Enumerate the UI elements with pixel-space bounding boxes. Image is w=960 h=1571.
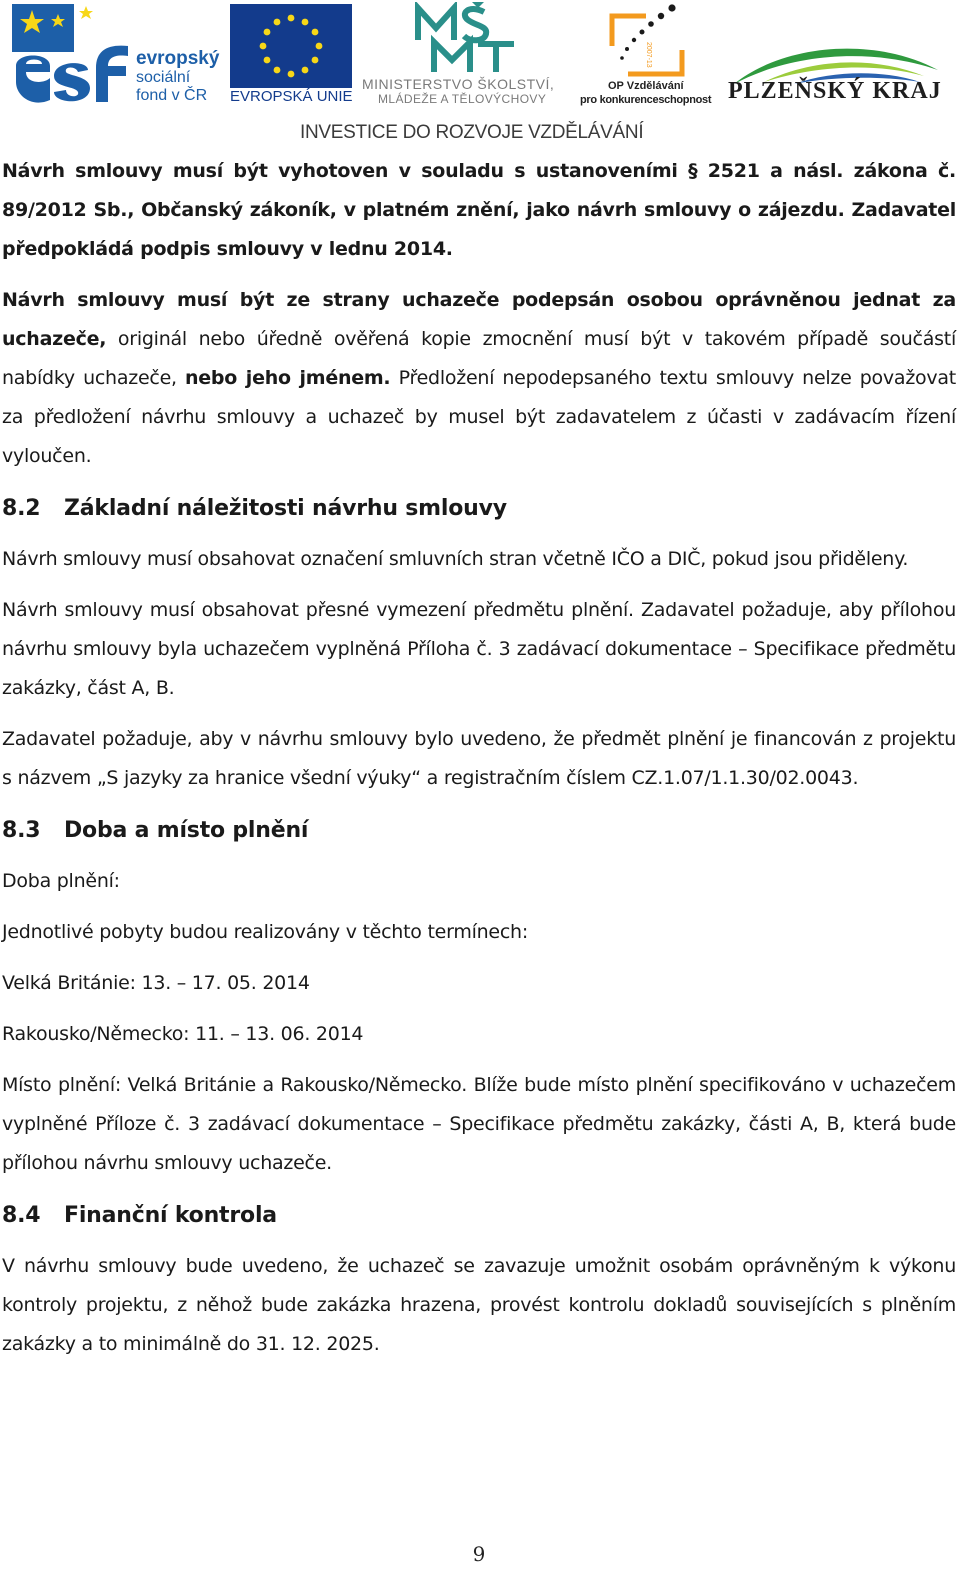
section-number: 8.4 <box>2 1203 41 1228</box>
esf-word-3: fond v ČR <box>136 87 208 104</box>
paragraph-terms-intro: Jednotlivé pobyty budou realizovány v těchto termínech: <box>2 921 528 943</box>
esf-word-2: sociální <box>136 69 191 86</box>
tagline: INVESTICE DO ROZVOJE VZDĚLÁVÁNÍ <box>300 122 644 143</box>
esf-mark-icon <box>12 4 136 106</box>
eu-flag-icon <box>230 4 352 88</box>
section-heading-8-2 <box>2 488 956 530</box>
section-heading-8-3 <box>2 810 956 852</box>
section-title: Doba a místo plnění <box>64 818 309 843</box>
paragraph-parties: Návrh smlouvy musí obsahovat označení smluvních stran včetně IČO a DIČ, pokud jsou přiděleny. <box>2 548 909 570</box>
signature-bold-text: Návrh smlouvy musí být ze strany uchazeče podepsán osobou oprávněnou jednat za uchazeče, <box>2 289 956 350</box>
section-title: Finanční kontrola <box>64 1203 277 1228</box>
page-number: 9 <box>472 1542 486 1566</box>
section-number: 8.2 <box>2 496 41 521</box>
document-body <box>2 152 956 1364</box>
op-line-1: OP Vzdělávání <box>608 80 684 92</box>
signature-bold-text-2: nebo jeho jménem. <box>185 367 391 389</box>
op-line-2: pro konkurenceschopnost <box>580 94 712 106</box>
kraj-label: PLZEŇSKÝ KRAJ <box>728 78 942 104</box>
paragraph-financing: Zadavatel požaduje, aby v návrhu smlouvy bylo uvedeno, že předmět plnění je financován z projektu s názvem „S jazyky za hranice všední výuky“ a registračním číslem CZ.1.07/1.1.30/02.0043. <box>2 728 956 789</box>
signature-normal-text: originál nebo úředně ověřená kopie zmocnění musí být v takovém případě součástí nabídky uchazeče, <box>2 328 956 389</box>
eu-label: EVROPSKÁ UNIE <box>230 88 353 105</box>
paragraph-term-uk: Velká Británie: 13. – 17. 05. 2014 <box>2 972 310 994</box>
signature-normal-text-2: Předložení nepodepsaného textu smlouvy nelze považovat za předložení návrhu smlouvy a uchazeč by musel být zadavatelem z účasti v zadávacím řízení vyloučen. <box>2 367 957 467</box>
op-years: 2007-13 <box>645 42 652 68</box>
plzensky-kraj-logo <box>724 40 944 112</box>
logo-strip <box>0 0 960 150</box>
paragraph-contract-form: Návrh smlouvy musí být vyhotoven v souladu s ustanoveními § 2521 a násl. zákona č. 89/2012 Sb., Občanský zákoník, v platném znění, jako návrh smlouvy o zájezdu. Zadavatel předpokládá podpis smlouvy v lednu 2014. <box>2 160 956 260</box>
msmt-line-1: MINISTERSTVO ŠKOLSTVÍ, <box>362 76 555 92</box>
paragraph-contract-signature <box>2 281 956 476</box>
msmt-mark-icon <box>414 2 524 74</box>
esf-logo <box>12 4 222 108</box>
msmt-logo <box>362 2 572 108</box>
msmt-line-2: MLÁDEŽE A TĚLOVÝCHOVY <box>378 92 547 106</box>
eu-logo <box>230 4 352 108</box>
section-number: 8.3 <box>2 818 41 843</box>
op-vk-logo <box>578 2 718 108</box>
paragraph-duration-label: Doba plnění: <box>2 870 120 892</box>
paragraph-financial-control: V návrhu smlouvy bude uvedeno, že uchazeč se zavazuje umožnit osobám oprávněným k výkonu kontroly projektu, z něhož bude zakázka hrazena, provést kontrolu dokladů souvisejících s plněním zakázky a to minimálně do 31. 12. 2025. <box>2 1255 956 1355</box>
paragraph-subject: Návrh smlouvy musí obsahovat přesné vymezení předmětu plnění. Zadavatel požaduje, aby přílohou návrhu smlouvy byla uchazečem vyplněná Příloha č. 3 zadávací dokumentace – Specifikace předmětu zakázky, část A, B. <box>2 599 956 699</box>
paragraph-place: Místo plnění: Velká Británie a Rakousko/Německo. Blíže bude místo plnění specifikováno v uchazečem vyplněné Příloze č. 3 zadávací dokumentace – Specifikace předmětu zakázky, části A, B, která bude přílohou návrhu smlouvy uchazeče. <box>2 1074 956 1174</box>
section-title: Základní náležitosti návrhu smlouvy <box>64 496 507 521</box>
paragraph-term-at-de: Rakousko/Německo: 11. – 13. 06. 2014 <box>2 1023 364 1045</box>
section-heading-8-4 <box>2 1195 956 1237</box>
esf-word-1: evropský <box>136 48 220 69</box>
